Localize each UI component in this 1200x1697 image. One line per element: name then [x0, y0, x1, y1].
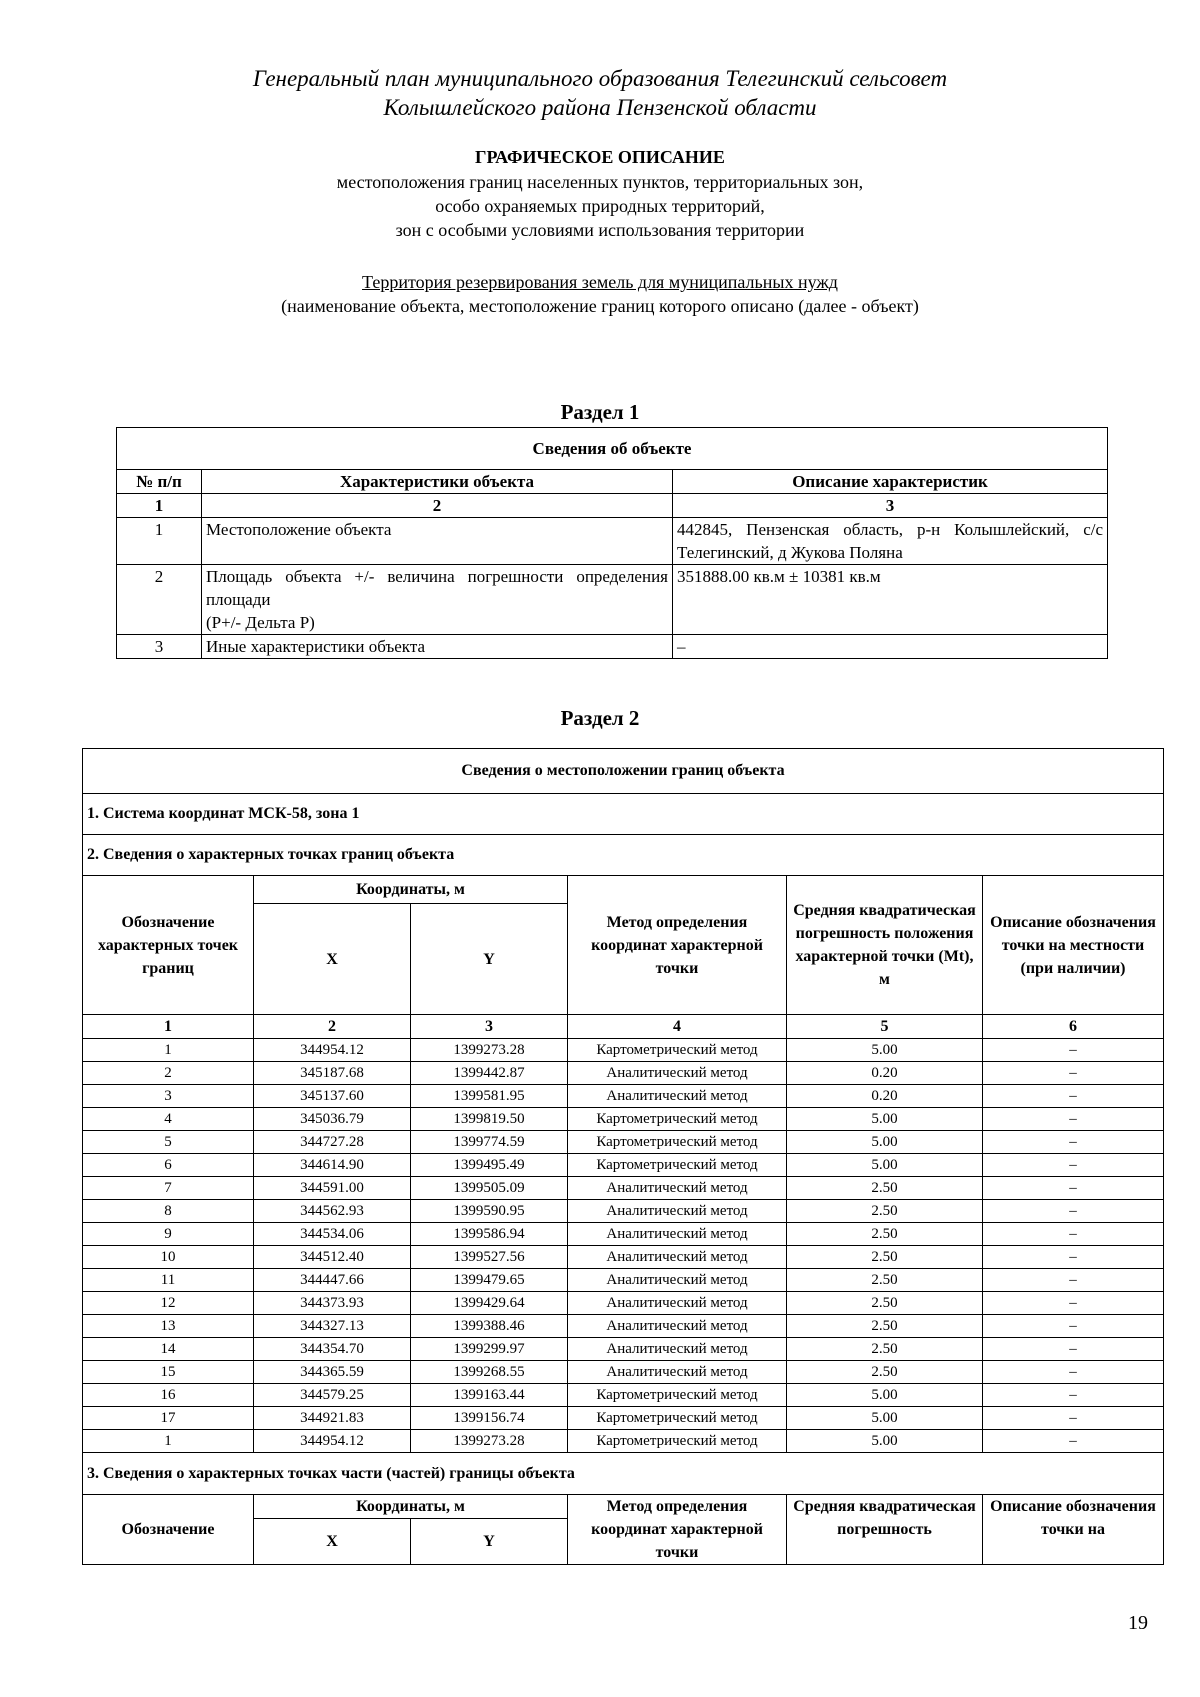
- coord-y: 1399774.59: [411, 1131, 568, 1154]
- row-characteristic: Местоположение объекта: [202, 518, 673, 565]
- method: Аналитический метод: [568, 1177, 787, 1200]
- table-row: [83, 1108, 1164, 1131]
- table-row: [83, 1315, 1164, 1338]
- coord-x: 344727.28: [254, 1131, 411, 1154]
- point-description: –: [983, 1338, 1164, 1361]
- coord-x: 344373.93: [254, 1292, 411, 1315]
- error: 5.00: [787, 1430, 983, 1453]
- row-description: 442845, Пензенская область, р-н Колышлейский, с/с Телегинский, д Жукова Поляна: [673, 518, 1108, 565]
- section-1-title: Раздел 1: [560, 400, 640, 424]
- point-description: –: [983, 1223, 1164, 1246]
- header-x: X: [254, 904, 411, 1015]
- graphic-description-title: ГРАФИЧЕСКОЕ ОПИСАНИЕ: [475, 147, 725, 167]
- point-designation: 2: [83, 1062, 254, 1085]
- coord-x: 344579.25: [254, 1384, 411, 1407]
- coord-x: 344365.59: [254, 1361, 411, 1384]
- object-info-table: [116, 427, 1108, 659]
- parts-header-description: Описание обозначения точки на: [983, 1495, 1164, 1565]
- point-description: –: [983, 1246, 1164, 1269]
- method: Аналитический метод: [568, 1269, 787, 1292]
- row-characteristic: [202, 565, 673, 635]
- subtitle-line-2: особо охраняемых природных территорий,: [435, 196, 765, 216]
- header-line-1: Генеральный план муниципального образования Телегинский сельсовет: [252, 66, 948, 91]
- point-designation: 14: [83, 1338, 254, 1361]
- col-num-2: 2: [202, 494, 673, 518]
- coord-y: 1399273.28: [411, 1430, 568, 1453]
- table-row: [83, 1223, 1164, 1246]
- table-row: [117, 635, 1108, 659]
- parts-header-method: Метод определения координат характерной точки: [568, 1495, 787, 1565]
- coordinate-system: 1. Система координат МСК-58, зона 1: [83, 794, 1164, 835]
- col-num-2: 2: [254, 1015, 411, 1039]
- object-name: Территория резервирования земель для муниципальных нужд: [362, 272, 838, 292]
- parts-header-designation: Обозначение: [83, 1495, 254, 1565]
- point-description: –: [983, 1430, 1164, 1453]
- point-designation: 13: [83, 1315, 254, 1338]
- point-description: –: [983, 1154, 1164, 1177]
- table-row: [83, 1200, 1164, 1223]
- coord-y: 1399273.28: [411, 1039, 568, 1062]
- parts-section-title: 3. Сведения о характерных точках части (частей) границы объекта: [83, 1453, 1164, 1495]
- table-row: [117, 565, 1108, 635]
- point-designation: 12: [83, 1292, 254, 1315]
- error: 0.20: [787, 1085, 983, 1108]
- method: Аналитический метод: [568, 1062, 787, 1085]
- coord-x: 344447.66: [254, 1269, 411, 1292]
- point-designation: 9: [83, 1223, 254, 1246]
- table-row: [83, 1361, 1164, 1384]
- method: Аналитический метод: [568, 1200, 787, 1223]
- table-row: [83, 1246, 1164, 1269]
- header-coordinates: Координаты, м: [254, 876, 568, 904]
- error: 5.00: [787, 1039, 983, 1062]
- table-row: [83, 1269, 1164, 1292]
- point-description: –: [983, 1407, 1164, 1430]
- header-number: № п/п: [117, 470, 202, 494]
- point-designation: 6: [83, 1154, 254, 1177]
- coord-y: 1399495.49: [411, 1154, 568, 1177]
- table-row: [83, 1085, 1164, 1108]
- col-num-1: 1: [83, 1015, 254, 1039]
- error: 5.00: [787, 1108, 983, 1131]
- coord-x: 344562.93: [254, 1200, 411, 1223]
- header-point-designation: Обозначение характерных точек границ: [83, 876, 254, 1015]
- header-characteristics: Характеристики объекта: [202, 470, 673, 494]
- error: 2.50: [787, 1177, 983, 1200]
- method: Картометрический метод: [568, 1131, 787, 1154]
- points-section-title: 2. Сведения о характерных точках границ объекта: [83, 835, 1164, 876]
- row-number: 1: [117, 518, 202, 565]
- coord-y: 1399268.55: [411, 1361, 568, 1384]
- error: 2.50: [787, 1315, 983, 1338]
- method: Картометрический метод: [568, 1154, 787, 1177]
- subtitle-line-3: зон с особыми условиями использования территории: [395, 220, 805, 240]
- point-designation: 5: [83, 1131, 254, 1154]
- point-description: –: [983, 1039, 1164, 1062]
- point-designation: 15: [83, 1361, 254, 1384]
- col-num-3: 3: [673, 494, 1108, 518]
- parts-header-y: Y: [411, 1519, 568, 1565]
- coord-x: 345187.68: [254, 1062, 411, 1085]
- section-2-title: Раздел 2: [560, 706, 640, 730]
- method: Картометрический метод: [568, 1407, 787, 1430]
- coord-y: 1399505.09: [411, 1177, 568, 1200]
- coord-y: 1399581.95: [411, 1085, 568, 1108]
- point-description: –: [983, 1384, 1164, 1407]
- coord-x: 345036.79: [254, 1108, 411, 1131]
- header-method: Метод определения координат характерной точки: [568, 876, 787, 1015]
- coord-y: 1399156.74: [411, 1407, 568, 1430]
- header-line-2: Колышлейского района Пензенской области: [383, 95, 817, 120]
- subtitle-line-1: местоположения границ населенных пунктов, территориальных зон,: [336, 172, 864, 192]
- coord-y: 1399479.65: [411, 1269, 568, 1292]
- point-designation: 17: [83, 1407, 254, 1430]
- point-description: –: [983, 1361, 1164, 1384]
- coord-x: 344534.06: [254, 1223, 411, 1246]
- table-row: [83, 1039, 1164, 1062]
- point-designation: 7: [83, 1177, 254, 1200]
- error: 5.00: [787, 1131, 983, 1154]
- header-error: Средняя квадратическая погрешность положения характерной точки (Mt), м: [787, 876, 983, 1015]
- coord-x: 345137.60: [254, 1085, 411, 1108]
- coord-y: 1399388.46: [411, 1315, 568, 1338]
- coord-y: 1399527.56: [411, 1246, 568, 1269]
- coord-x: 344954.12: [254, 1039, 411, 1062]
- point-description: –: [983, 1062, 1164, 1085]
- col-num-5: 5: [787, 1015, 983, 1039]
- point-designation: 11: [83, 1269, 254, 1292]
- point-designation: 10: [83, 1246, 254, 1269]
- point-designation: 8: [83, 1200, 254, 1223]
- col-num-3: 3: [411, 1015, 568, 1039]
- point-description: –: [983, 1292, 1164, 1315]
- point-designation: 1: [83, 1430, 254, 1453]
- row-number: 2: [117, 565, 202, 635]
- table-row: [117, 518, 1108, 565]
- parts-header-coordinates: Координаты, м: [254, 1495, 568, 1519]
- point-designation: 3: [83, 1085, 254, 1108]
- point-designation: 4: [83, 1108, 254, 1131]
- error: 2.50: [787, 1338, 983, 1361]
- parts-header-error: Средняя квадратическая погрешность: [787, 1495, 983, 1565]
- row-description: –: [673, 635, 1108, 659]
- point-description: –: [983, 1315, 1164, 1338]
- coord-y: 1399586.94: [411, 1223, 568, 1246]
- coord-y: 1399163.44: [411, 1384, 568, 1407]
- error: 5.00: [787, 1384, 983, 1407]
- document-header: [0, 64, 1200, 122]
- error: 2.50: [787, 1246, 983, 1269]
- error: 2.50: [787, 1223, 983, 1246]
- header-y: Y: [411, 904, 568, 1015]
- table-row: [83, 1062, 1164, 1085]
- table-row: [83, 1154, 1164, 1177]
- boundary-table-title: Сведения о местоположении границ объекта: [83, 749, 1164, 794]
- method: Картометрический метод: [568, 1430, 787, 1453]
- error: 2.50: [787, 1269, 983, 1292]
- col-num-4: 4: [568, 1015, 787, 1039]
- point-designation: 16: [83, 1384, 254, 1407]
- error: 2.50: [787, 1361, 983, 1384]
- method: Картометрический метод: [568, 1108, 787, 1131]
- coord-y: 1399819.50: [411, 1108, 568, 1131]
- table-row: [83, 1407, 1164, 1430]
- error: 0.20: [787, 1062, 983, 1085]
- table-row: [83, 1430, 1164, 1453]
- coord-x: 344614.90: [254, 1154, 411, 1177]
- object-name-caption: (наименование объекта, местоположение границ которого описано (далее - объект): [281, 296, 919, 316]
- coord-x: 344591.00: [254, 1177, 411, 1200]
- error: 2.50: [787, 1200, 983, 1223]
- point-description: –: [983, 1177, 1164, 1200]
- method: Аналитический метод: [568, 1292, 787, 1315]
- method: Аналитический метод: [568, 1246, 787, 1269]
- point-description: –: [983, 1085, 1164, 1108]
- object-info-table-title: Сведения об объекте: [117, 428, 1108, 470]
- parts-header-x: X: [254, 1519, 411, 1565]
- coord-y: 1399429.64: [411, 1292, 568, 1315]
- method: Аналитический метод: [568, 1085, 787, 1108]
- method: Аналитический метод: [568, 1315, 787, 1338]
- table-row: [83, 1292, 1164, 1315]
- point-description: –: [983, 1131, 1164, 1154]
- error: 5.00: [787, 1407, 983, 1430]
- error: 2.50: [787, 1292, 983, 1315]
- coord-x: 344921.83: [254, 1407, 411, 1430]
- point-description: –: [983, 1269, 1164, 1292]
- coord-x: 344354.70: [254, 1338, 411, 1361]
- coord-y: 1399299.97: [411, 1338, 568, 1361]
- table-row: [83, 1338, 1164, 1361]
- graphic-description-subtitle: [0, 170, 1200, 242]
- row-characteristic-text: Площадь объекта +/- величина погрешности определения площади: [206, 567, 668, 609]
- col-num-6: 6: [983, 1015, 1164, 1039]
- method: Картометрический метод: [568, 1039, 787, 1062]
- page-number: 19: [1128, 1612, 1148, 1634]
- row-characteristic: Иные характеристики объекта: [202, 635, 673, 659]
- table-row: [83, 1177, 1164, 1200]
- coord-x: 344327.13: [254, 1315, 411, 1338]
- coord-x: 344512.40: [254, 1246, 411, 1269]
- row-characteristic-note: (Р+/- Дельта Р): [206, 613, 315, 632]
- method: Аналитический метод: [568, 1338, 787, 1361]
- method: Картометрический метод: [568, 1384, 787, 1407]
- point-description: –: [983, 1200, 1164, 1223]
- table-row: [83, 1131, 1164, 1154]
- error: 5.00: [787, 1154, 983, 1177]
- row-description: 351888.00 кв.м ± 10381 кв.м: [673, 565, 1108, 635]
- point-designation: 1: [83, 1039, 254, 1062]
- coord-y: 1399590.95: [411, 1200, 568, 1223]
- table-row: [83, 1384, 1164, 1407]
- coord-y: 1399442.87: [411, 1062, 568, 1085]
- col-num-1: 1: [117, 494, 202, 518]
- object-name-block: [0, 270, 1200, 318]
- header-description: Описание характеристик: [673, 470, 1108, 494]
- point-description: –: [983, 1108, 1164, 1131]
- method: Аналитический метод: [568, 1223, 787, 1246]
- row-number: 3: [117, 635, 202, 659]
- method: Аналитический метод: [568, 1361, 787, 1384]
- boundary-location-table: [82, 748, 1164, 1565]
- coord-x: 344954.12: [254, 1430, 411, 1453]
- header-point-description: Описание обозначения точки на местности (при наличии): [983, 876, 1164, 1015]
